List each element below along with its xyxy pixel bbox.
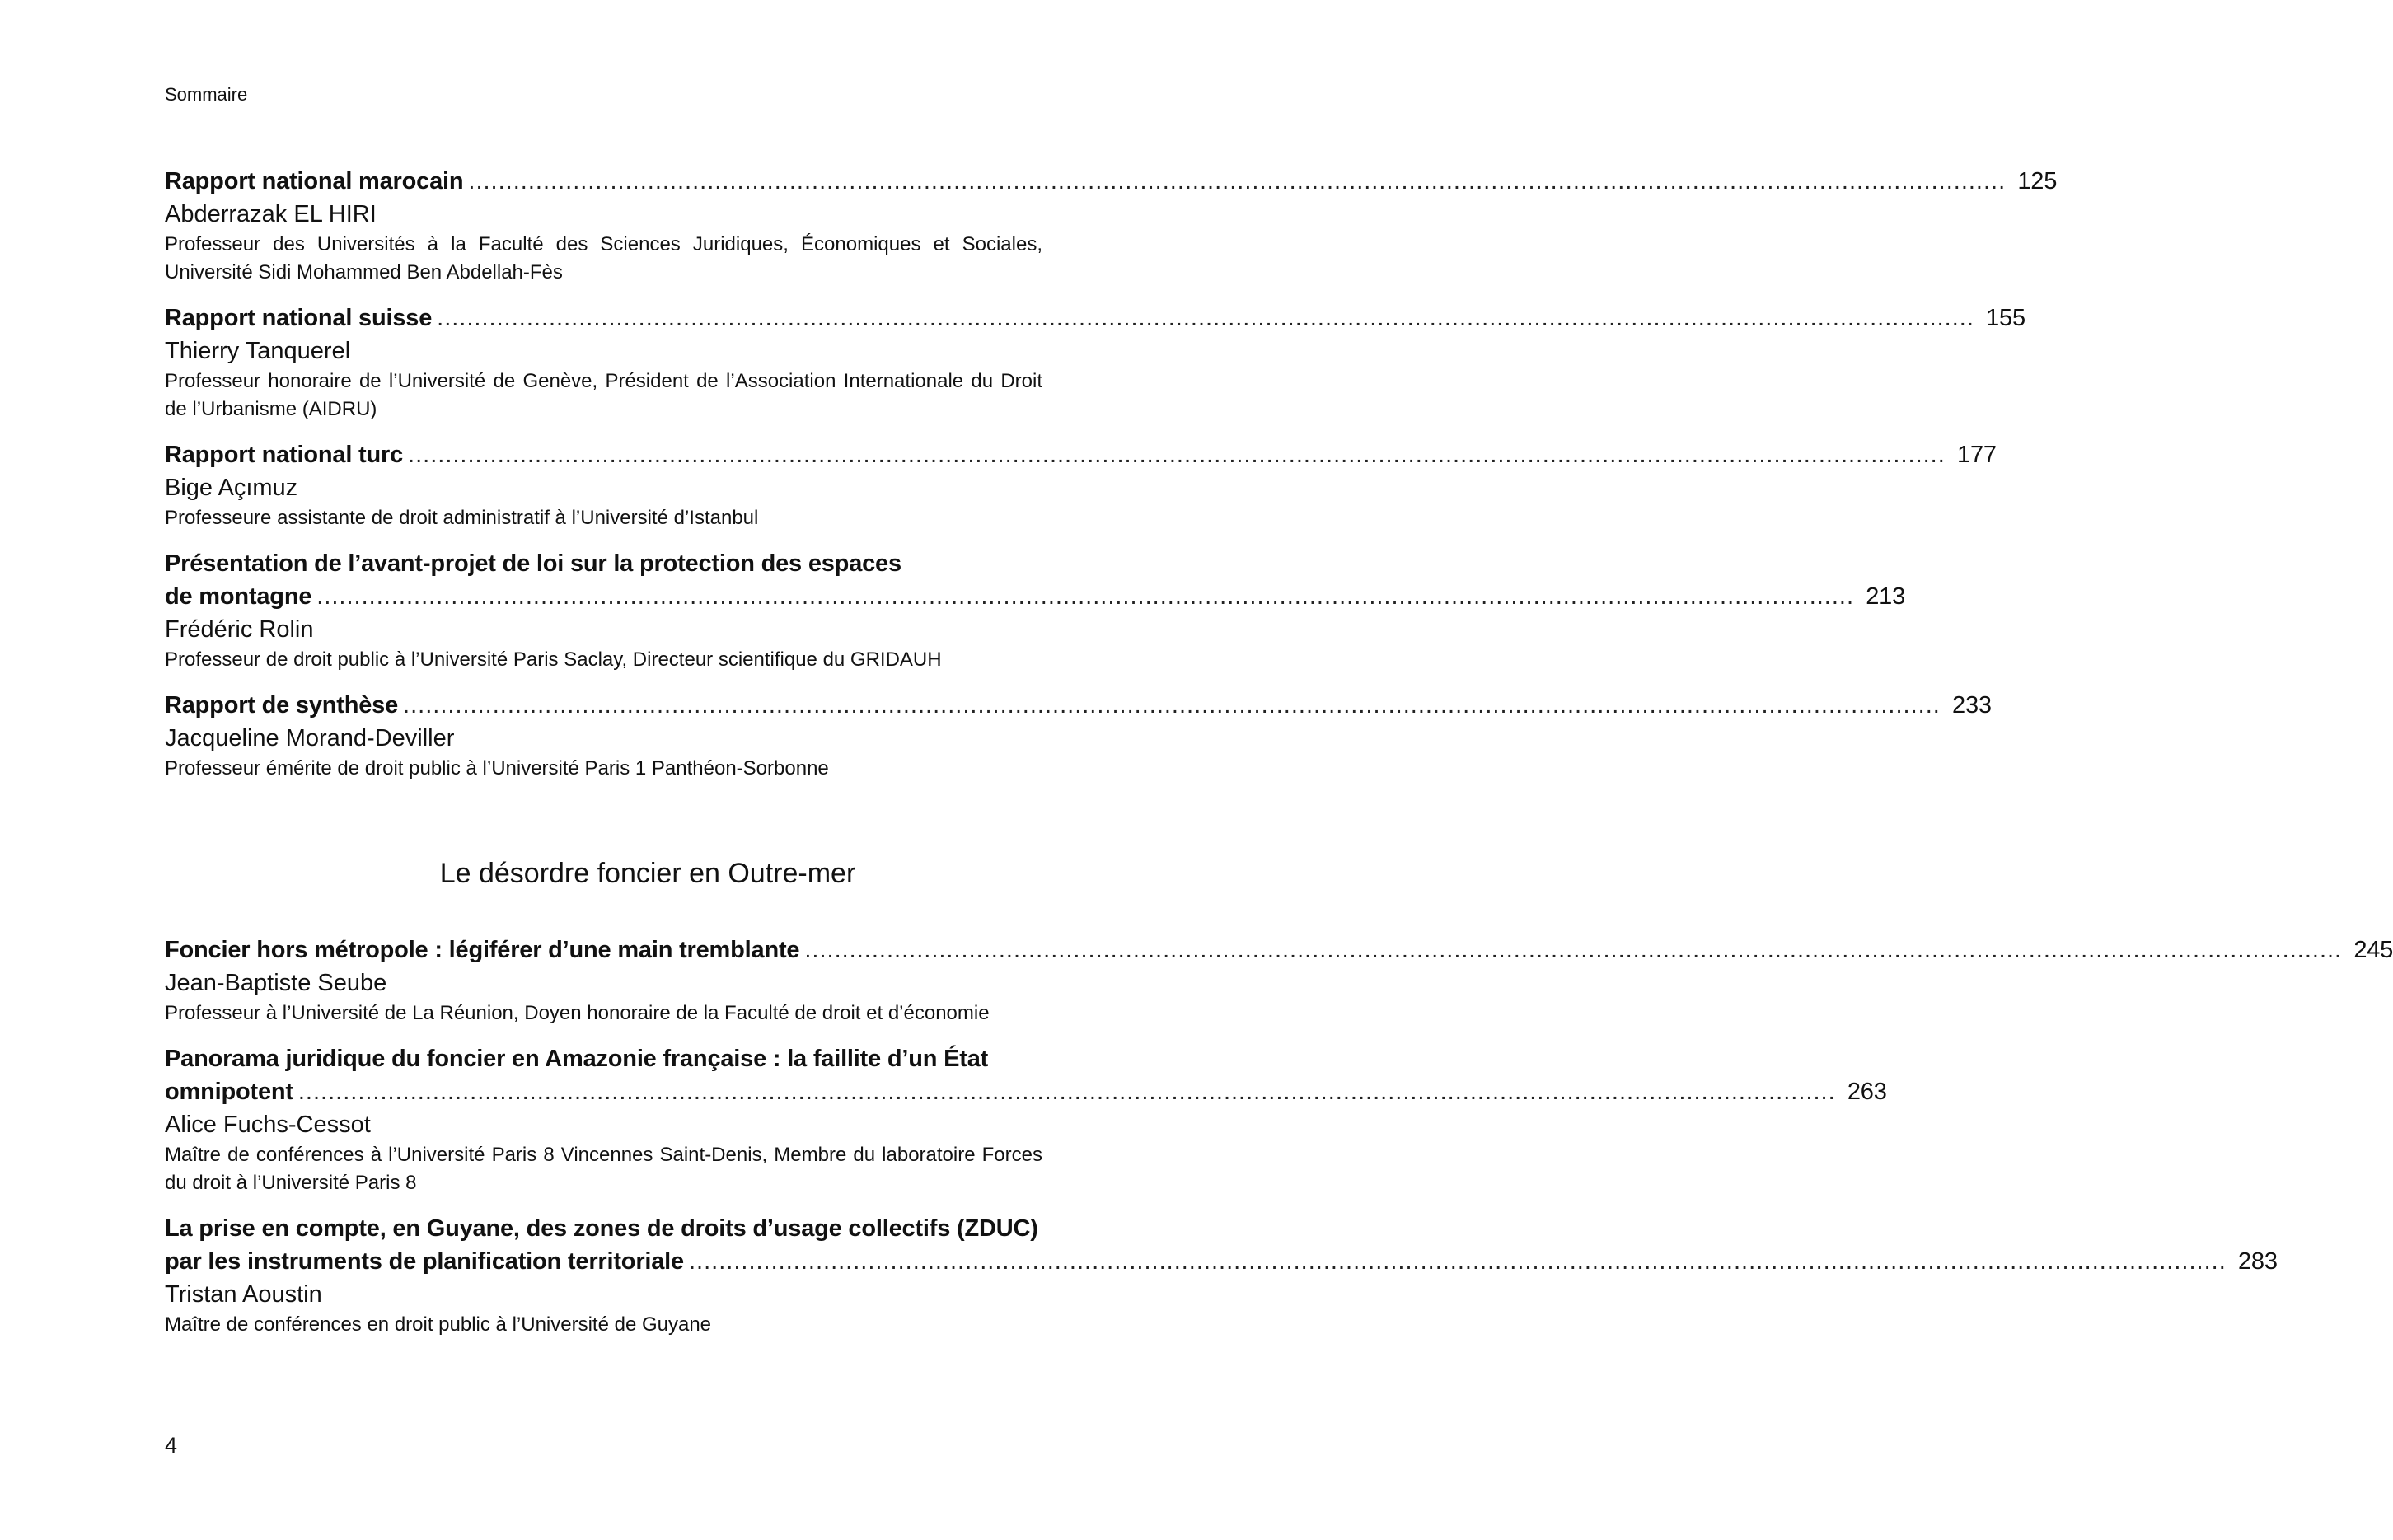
- toc-author: Abderrazak EL HIRI: [165, 201, 377, 227]
- toc-entry-title[interactable]: [165, 302, 2025, 335]
- dot-leader: ..............................................................................................................................................................................................................: [437, 305, 1974, 331]
- running-head: Sommaire: [165, 84, 248, 105]
- toc-page-number: 233: [1952, 692, 1992, 719]
- toc-entry-synthese: [165, 689, 1992, 783]
- toc-entry-title[interactable]: [165, 1245, 2278, 1278]
- toc-author: Jean-Baptiste Seube: [165, 970, 387, 996]
- toc-entry-zduc: [165, 1212, 2278, 1339]
- toc-page-number: 245: [2353, 937, 2393, 963]
- toc-entry-foncier-hors-metropole: [165, 934, 2393, 1027]
- toc-title-text: Rapport de synthèse: [165, 692, 399, 719]
- section-heading: Le désordre foncier en Outre-mer: [439, 858, 856, 889]
- toc-title-line[interactable]: Panorama juridique du foncier en Amazonie française : la faillite d’un État: [165, 1046, 989, 1072]
- toc-author: Jacqueline Morand-Deviller: [165, 725, 455, 751]
- toc-page-number: 177: [1957, 442, 1997, 468]
- dot-leader: ..............................................................................................................................................................................................................: [468, 168, 2007, 194]
- dot-leader: ..............................................................................................................................................................................................................: [297, 1079, 1836, 1105]
- toc-affiliation: Professeur émérite de droit public à l’Université Paris 1 Panthéon-Sorbonne: [165, 757, 829, 779]
- toc-entry-montagne: [165, 547, 1906, 674]
- toc-title-text: Rapport national turc: [165, 442, 404, 468]
- toc-entry-suisse: [165, 302, 2025, 424]
- toc-affiliation: Professeur honoraire de l’Université de Genève, Président de l’Association Internationale du Droit de l’Urbanisme (AIDRU): [165, 370, 1042, 420]
- dot-leader: ..............................................................................................................................................................................................................: [403, 692, 1941, 719]
- toc-affiliation: Maître de conférences à l’Université Paris 8 Vincennes Saint-Denis, Membre du laboratoire Forces du droit à l’Université Paris 8: [165, 1144, 1042, 1194]
- dot-leader: ..............................................................................................................................................................................................................: [688, 1248, 2227, 1275]
- toc-affiliation: Professeur des Universités à la Faculté des Sciences Juridiques, Économiques et Sociales, Université Sidi Mohammed Ben Abdellah-Fès: [165, 233, 1042, 283]
- dot-leader: ..............................................................................................................................................................................................................: [316, 583, 1855, 610]
- toc-title-text: Rapport national suisse: [165, 305, 433, 331]
- toc-entry-panorama-amazonie: [165, 1042, 1887, 1197]
- toc-entry-marocain: [165, 165, 2058, 287]
- toc-page-number: 213: [1866, 583, 1906, 610]
- toc-page-number: 283: [2237, 1248, 2278, 1275]
- page-number: 4: [165, 1433, 178, 1458]
- toc-author: Bige Açımuz: [165, 475, 298, 501]
- toc-affiliation: Professeur de droit public à l’Université Paris Saclay, Directeur scientifique du GRIDAUH: [165, 648, 942, 671]
- toc-title-text: Rapport national marocain: [165, 168, 464, 194]
- toc-entry-title[interactable]: [165, 934, 2393, 967]
- toc-entry-title[interactable]: [165, 1075, 1887, 1108]
- toc-title-text: par les instruments de planification territoriale: [165, 1248, 684, 1275]
- toc-title-line[interactable]: La prise en compte, en Guyane, des zones de droits d’usage collectifs (ZDUC): [165, 1215, 1038, 1242]
- toc-affiliation: Professeure assistante de droit administratif à l’Université d’Istanbul: [165, 507, 759, 529]
- toc-affiliation: Maître de conférences en droit public à l’Université de Guyane: [165, 1313, 712, 1336]
- toc-entry-title[interactable]: [165, 438, 1997, 471]
- toc-title-text: de montagne: [165, 583, 312, 610]
- toc-page-number: 125: [2017, 168, 2058, 194]
- toc-title-text: Foncier hors métropole : légiférer d’une main tremblante: [165, 937, 800, 963]
- toc-author: Frédéric Rolin: [165, 616, 314, 643]
- toc-title-text: omnipotent: [165, 1079, 293, 1105]
- toc-page-number: 155: [1986, 305, 2025, 331]
- toc-author: Tristan Aoustin: [165, 1281, 322, 1308]
- toc-page-number: 263: [1847, 1079, 1887, 1105]
- toc-entry-title[interactable]: [165, 689, 1992, 722]
- dot-leader: ..............................................................................................................................................................................................................: [408, 442, 1946, 468]
- toc-title-line[interactable]: Présentation de l’avant-projet de loi sur la protection des espaces: [165, 550, 901, 577]
- toc-author: Thierry Tanquerel: [165, 338, 351, 364]
- toc-entry-turc: [165, 438, 1997, 532]
- toc-entry-title[interactable]: [165, 580, 1906, 613]
- toc-entry-title[interactable]: [165, 165, 2058, 198]
- dot-leader: ..............................................................................................................................................................................................................: [804, 937, 2343, 963]
- toc-author: Alice Fuchs-Cessot: [165, 1112, 371, 1138]
- toc-affiliation: Professeur à l’Université de La Réunion, Doyen honoraire de la Faculté de droit et d’économie: [165, 1002, 990, 1024]
